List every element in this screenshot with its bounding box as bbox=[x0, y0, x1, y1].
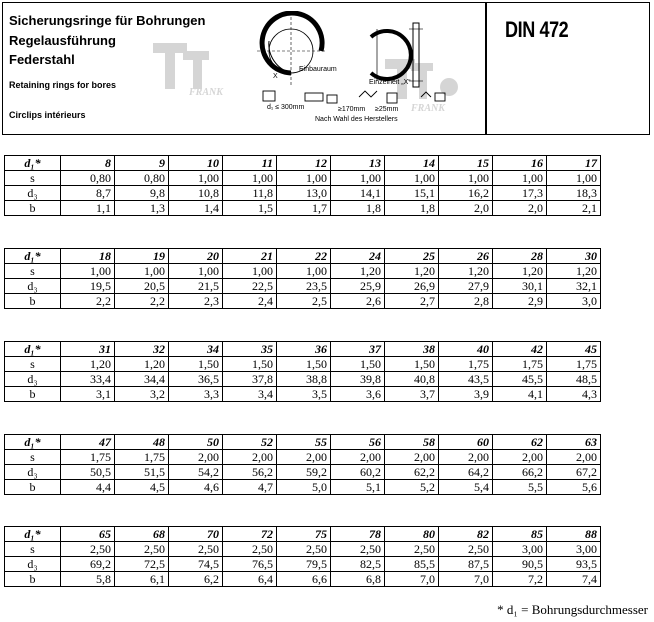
cell-s: 2,50 bbox=[223, 542, 277, 557]
cell-d1: 21 bbox=[223, 249, 277, 264]
table-row-b bbox=[5, 480, 601, 495]
cell-d3: 34,4 bbox=[115, 372, 169, 387]
row-label-s: s bbox=[5, 264, 61, 279]
cell-s: 1,75 bbox=[493, 357, 547, 372]
cell-d1: 82 bbox=[439, 527, 493, 542]
cell-b: 7,0 bbox=[385, 572, 439, 587]
cell-d3: 82,5 bbox=[331, 557, 385, 572]
row-label-d3: d₃ bbox=[5, 465, 61, 480]
cell-d1: 52 bbox=[223, 435, 277, 450]
table-row-d1 bbox=[5, 435, 601, 450]
row-label-d3: d₃ bbox=[5, 372, 61, 387]
cell-s: 1,00 bbox=[385, 171, 439, 186]
drawing-label-d300: d₁ ≤ 300mm bbox=[267, 104, 305, 111]
cell-d1: 16 bbox=[493, 156, 547, 171]
cell-d3: 69,2 bbox=[61, 557, 115, 572]
cell-d1: 62 bbox=[493, 435, 547, 450]
cell-d1: 70 bbox=[169, 527, 223, 542]
cell-s: 1,75 bbox=[61, 450, 115, 465]
cell-b: 7,4 bbox=[547, 572, 601, 587]
cell-d3: 38,8 bbox=[277, 372, 331, 387]
cell-d1: 78 bbox=[331, 527, 385, 542]
row-label-b: b bbox=[5, 387, 61, 402]
cell-s: 2,50 bbox=[61, 542, 115, 557]
cell-s: 2,00 bbox=[493, 450, 547, 465]
table-row-s bbox=[5, 264, 601, 279]
cell-d1: 14 bbox=[385, 156, 439, 171]
cell-b: 6,8 bbox=[331, 572, 385, 587]
cell-b: 1,7 bbox=[277, 201, 331, 216]
cell-d1: 12 bbox=[277, 156, 331, 171]
cell-d3: 43,5 bbox=[439, 372, 493, 387]
cell-d3: 72,5 bbox=[115, 557, 169, 572]
cell-s: 1,00 bbox=[493, 171, 547, 186]
cell-d3: 17,3 bbox=[493, 186, 547, 201]
drawing-label-hersteller: Nach Wahl des Herstellers bbox=[315, 116, 398, 123]
cell-b: 3,1 bbox=[61, 387, 115, 402]
cell-s: 2,50 bbox=[439, 542, 493, 557]
cell-b: 5,1 bbox=[331, 480, 385, 495]
title-line-3: Federstahl bbox=[9, 52, 75, 67]
cell-s: 2,50 bbox=[169, 542, 223, 557]
cell-d3: 62,2 bbox=[385, 465, 439, 480]
cell-s: 1,00 bbox=[277, 171, 331, 186]
title-line-2: Regelausführung bbox=[9, 33, 116, 48]
cell-d1: 10 bbox=[169, 156, 223, 171]
cell-d3: 9,8 bbox=[115, 186, 169, 201]
table-row-b bbox=[5, 572, 601, 587]
cell-b: 4,7 bbox=[223, 480, 277, 495]
cell-d3: 10,8 bbox=[169, 186, 223, 201]
cell-d3: 13,0 bbox=[277, 186, 331, 201]
cell-s: 1,20 bbox=[439, 264, 493, 279]
cell-d3: 50,5 bbox=[61, 465, 115, 480]
cell-d1: 50 bbox=[169, 435, 223, 450]
cell-b: 2,6 bbox=[331, 294, 385, 309]
cell-s: 1,00 bbox=[115, 264, 169, 279]
cell-b: 2,1 bbox=[547, 201, 601, 216]
cell-d1: 75 bbox=[277, 527, 331, 542]
cell-s: 3,00 bbox=[547, 542, 601, 557]
cell-b: 3,3 bbox=[169, 387, 223, 402]
cell-d1: 63 bbox=[547, 435, 601, 450]
cell-s: 1,50 bbox=[331, 357, 385, 372]
cell-d1: 20 bbox=[169, 249, 223, 264]
cell-s: 2,00 bbox=[547, 450, 601, 465]
cell-s: 1,50 bbox=[277, 357, 331, 372]
drawing-label-einbauraum: Einbauraum bbox=[299, 66, 337, 73]
cell-b: 5,6 bbox=[547, 480, 601, 495]
cell-s: 2,00 bbox=[169, 450, 223, 465]
cell-b: 1,3 bbox=[115, 201, 169, 216]
cell-d3: 60,2 bbox=[331, 465, 385, 480]
cell-b: 1,4 bbox=[169, 201, 223, 216]
cell-s: 1,20 bbox=[115, 357, 169, 372]
cell-d1: 85 bbox=[493, 527, 547, 542]
table-row-d1 bbox=[5, 249, 601, 264]
cell-d3: 87,5 bbox=[439, 557, 493, 572]
cell-b: 3,9 bbox=[439, 387, 493, 402]
table-row-d1 bbox=[5, 342, 601, 357]
cell-d3: 36,5 bbox=[169, 372, 223, 387]
cell-b: 2,3 bbox=[169, 294, 223, 309]
cell-s: 1,00 bbox=[169, 264, 223, 279]
cell-b: 4,3 bbox=[547, 387, 601, 402]
table-row-s bbox=[5, 542, 601, 557]
cell-s: 1,00 bbox=[439, 171, 493, 186]
cell-d3: 54,2 bbox=[169, 465, 223, 480]
cell-d1: 24 bbox=[331, 249, 385, 264]
cell-d1: 25 bbox=[385, 249, 439, 264]
cell-b: 2,9 bbox=[493, 294, 547, 309]
cell-s: 2,50 bbox=[115, 542, 169, 557]
cell-d3: 51,5 bbox=[115, 465, 169, 480]
cell-d3: 14,1 bbox=[331, 186, 385, 201]
cell-d3: 22,5 bbox=[223, 279, 277, 294]
cell-b: 7,0 bbox=[439, 572, 493, 587]
row-label-d3: d₃ bbox=[5, 557, 61, 572]
cell-d1: 19 bbox=[115, 249, 169, 264]
table-row-d1 bbox=[5, 156, 601, 171]
cell-s: 2,50 bbox=[385, 542, 439, 557]
cell-s: 1,20 bbox=[331, 264, 385, 279]
cell-d1: 55 bbox=[277, 435, 331, 450]
cell-d3: 30,1 bbox=[493, 279, 547, 294]
watermark-text-left: FRANK bbox=[189, 87, 223, 98]
cell-d1: 34 bbox=[169, 342, 223, 357]
table-row-d1 bbox=[5, 527, 601, 542]
row-label-b: b bbox=[5, 201, 61, 216]
cell-b: 3,2 bbox=[115, 387, 169, 402]
cell-b: 2,5 bbox=[277, 294, 331, 309]
cell-d1: 32 bbox=[115, 342, 169, 357]
cell-d1: 60 bbox=[439, 435, 493, 450]
cell-b: 5,2 bbox=[385, 480, 439, 495]
cell-d1: 30 bbox=[547, 249, 601, 264]
cell-b: 4,5 bbox=[115, 480, 169, 495]
header-box bbox=[2, 2, 650, 135]
cell-d3: 56,2 bbox=[223, 465, 277, 480]
cell-s: 1,75 bbox=[439, 357, 493, 372]
dimension-table-2 bbox=[4, 248, 601, 309]
cell-d3: 33,4 bbox=[61, 372, 115, 387]
cell-s: 1,50 bbox=[385, 357, 439, 372]
cell-d3: 93,5 bbox=[547, 557, 601, 572]
row-label-d1: d₁* bbox=[5, 527, 61, 542]
cell-d3: 15,1 bbox=[385, 186, 439, 201]
cell-d1: 42 bbox=[493, 342, 547, 357]
row-label-d3: d₃ bbox=[5, 186, 61, 201]
cell-d1: 58 bbox=[385, 435, 439, 450]
cell-d1: 28 bbox=[493, 249, 547, 264]
cell-s: 1,00 bbox=[169, 171, 223, 186]
cell-d1: 37 bbox=[331, 342, 385, 357]
cell-b: 4,4 bbox=[61, 480, 115, 495]
drawing-label-170: ≥170mm bbox=[338, 106, 366, 113]
cell-b: 3,0 bbox=[547, 294, 601, 309]
table-row-s bbox=[5, 450, 601, 465]
table-row-b bbox=[5, 201, 601, 216]
cell-s: 2,50 bbox=[277, 542, 331, 557]
row-label-s: s bbox=[5, 542, 61, 557]
cell-d1: 48 bbox=[115, 435, 169, 450]
cell-s: 1,75 bbox=[115, 450, 169, 465]
cell-b: 5,8 bbox=[61, 572, 115, 587]
cell-b: 6,6 bbox=[277, 572, 331, 587]
cell-b: 3,5 bbox=[277, 387, 331, 402]
cell-d3: 45,5 bbox=[493, 372, 547, 387]
drawing-label-x: X bbox=[273, 73, 278, 80]
cell-d3: 85,5 bbox=[385, 557, 439, 572]
cell-s: 0,80 bbox=[61, 171, 115, 186]
cell-d1: 26 bbox=[439, 249, 493, 264]
cell-d1: 56 bbox=[331, 435, 385, 450]
cell-d3: 74,5 bbox=[169, 557, 223, 572]
cell-s: 1,20 bbox=[547, 264, 601, 279]
row-label-d3: d₃ bbox=[5, 279, 61, 294]
cell-s: 2,00 bbox=[331, 450, 385, 465]
cell-s: 1,00 bbox=[223, 264, 277, 279]
cell-b: 7,2 bbox=[493, 572, 547, 587]
cell-d3: 21,5 bbox=[169, 279, 223, 294]
cell-s: 1,50 bbox=[223, 357, 277, 372]
row-label-b: b bbox=[5, 480, 61, 495]
cell-s: 1,00 bbox=[223, 171, 277, 186]
cell-s: 1,00 bbox=[61, 264, 115, 279]
row-label-d1: d₁* bbox=[5, 156, 61, 171]
row-label-d1: d₁* bbox=[5, 342, 61, 357]
cell-b: 6,4 bbox=[223, 572, 277, 587]
cell-s: 1,00 bbox=[277, 264, 331, 279]
cell-b: 6,1 bbox=[115, 572, 169, 587]
cell-s: 0,80 bbox=[115, 171, 169, 186]
cell-d1: 88 bbox=[547, 527, 601, 542]
cell-d3: 64,2 bbox=[439, 465, 493, 480]
table-row-d3 bbox=[5, 465, 601, 480]
cell-d1: 17 bbox=[547, 156, 601, 171]
cell-b: 3,4 bbox=[223, 387, 277, 402]
cell-d1: 47 bbox=[61, 435, 115, 450]
cell-b: 2,4 bbox=[223, 294, 277, 309]
cell-b: 2,7 bbox=[385, 294, 439, 309]
table-row-d3 bbox=[5, 557, 601, 572]
dimension-table-4 bbox=[4, 434, 601, 495]
header-right-panel bbox=[487, 3, 649, 134]
cell-b: 2,0 bbox=[493, 201, 547, 216]
cell-d3: 25,9 bbox=[331, 279, 385, 294]
subtitle-english: Retaining rings for bores bbox=[9, 80, 117, 90]
cell-s: 1,00 bbox=[331, 171, 385, 186]
header-left-panel bbox=[3, 3, 487, 134]
cell-b: 5,5 bbox=[493, 480, 547, 495]
watermark-text-right: FRANK bbox=[411, 103, 445, 113]
table-row-b bbox=[5, 387, 601, 402]
cell-b: 3,7 bbox=[385, 387, 439, 402]
cell-d3: 8,7 bbox=[61, 186, 115, 201]
cell-s: 1,00 bbox=[547, 171, 601, 186]
drawing-label-25: ≥25mm bbox=[375, 106, 399, 113]
cell-b: 1,1 bbox=[61, 201, 115, 216]
dimension-table-5 bbox=[4, 526, 601, 587]
cell-d3: 37,8 bbox=[223, 372, 277, 387]
cell-s: 2,00 bbox=[385, 450, 439, 465]
cell-s: 1,20 bbox=[61, 357, 115, 372]
cell-b: 3,6 bbox=[331, 387, 385, 402]
cell-d1: 40 bbox=[439, 342, 493, 357]
row-label-d1: d₁* bbox=[5, 249, 61, 264]
row-label-d1: d₁* bbox=[5, 435, 61, 450]
cell-d1: 65 bbox=[61, 527, 115, 542]
table-row-s bbox=[5, 357, 601, 372]
row-label-s: s bbox=[5, 450, 61, 465]
cell-d3: 19,5 bbox=[61, 279, 115, 294]
cell-d1: 8 bbox=[61, 156, 115, 171]
title-line-1: Sicherungsringe für Bohrungen bbox=[9, 13, 206, 28]
row-label-b: b bbox=[5, 572, 61, 587]
cell-s: 2,00 bbox=[223, 450, 277, 465]
cell-b: 2,2 bbox=[115, 294, 169, 309]
cell-d1: 45 bbox=[547, 342, 601, 357]
cell-b: 1,8 bbox=[385, 201, 439, 216]
cell-d3: 20,5 bbox=[115, 279, 169, 294]
cell-s: 1,20 bbox=[385, 264, 439, 279]
cell-d3: 39,8 bbox=[331, 372, 385, 387]
cell-s: 2,00 bbox=[277, 450, 331, 465]
table-row-d3 bbox=[5, 279, 601, 294]
cell-b: 4,1 bbox=[493, 387, 547, 402]
standard-label: DIN 472 bbox=[505, 17, 569, 42]
cell-s: 1,20 bbox=[493, 264, 547, 279]
cell-d1: 35 bbox=[223, 342, 277, 357]
row-label-b: b bbox=[5, 294, 61, 309]
cell-d3: 90,5 bbox=[493, 557, 547, 572]
cell-b: 1,5 bbox=[223, 201, 277, 216]
cell-d3: 48,5 bbox=[547, 372, 601, 387]
table-row-d3 bbox=[5, 186, 601, 201]
drawing-label-einzelheit: Einzelheit „X“ bbox=[369, 79, 411, 86]
cell-d3: 27,9 bbox=[439, 279, 493, 294]
cell-s: 3,00 bbox=[493, 542, 547, 557]
cell-d1: 36 bbox=[277, 342, 331, 357]
cell-d3: 59,2 bbox=[277, 465, 331, 480]
cell-b: 6,2 bbox=[169, 572, 223, 587]
cell-d3: 79,5 bbox=[277, 557, 331, 572]
cell-d3: 67,2 bbox=[547, 465, 601, 480]
cell-b: 1,8 bbox=[331, 201, 385, 216]
cell-d1: 22 bbox=[277, 249, 331, 264]
subtitle-french: Circlips intérieurs bbox=[9, 110, 86, 120]
cell-d1: 15 bbox=[439, 156, 493, 171]
dimension-table-3 bbox=[4, 341, 601, 402]
dimension-table-1 bbox=[4, 155, 601, 216]
cell-d3: 32,1 bbox=[547, 279, 601, 294]
cell-d3: 40,8 bbox=[385, 372, 439, 387]
cell-d3: 11,8 bbox=[223, 186, 277, 201]
table-row-s bbox=[5, 171, 601, 186]
cell-d3: 18,3 bbox=[547, 186, 601, 201]
cell-b: 4,6 bbox=[169, 480, 223, 495]
cell-d1: 72 bbox=[223, 527, 277, 542]
row-label-s: s bbox=[5, 171, 61, 186]
cell-d3: 23,5 bbox=[277, 279, 331, 294]
cell-b: 2,8 bbox=[439, 294, 493, 309]
table-row-d3 bbox=[5, 372, 601, 387]
cell-s: 2,00 bbox=[439, 450, 493, 465]
cell-d1: 38 bbox=[385, 342, 439, 357]
cell-d3: 66,2 bbox=[493, 465, 547, 480]
row-label-s: s bbox=[5, 357, 61, 372]
cell-d1: 18 bbox=[61, 249, 115, 264]
cell-b: 5,0 bbox=[277, 480, 331, 495]
cell-b: 5,4 bbox=[439, 480, 493, 495]
cell-d1: 31 bbox=[61, 342, 115, 357]
footnote: * d₁ = Bohrungsdurchmesser bbox=[497, 602, 648, 617]
cell-s: 2,50 bbox=[331, 542, 385, 557]
cell-d3: 26,9 bbox=[385, 279, 439, 294]
cell-d3: 76,5 bbox=[223, 557, 277, 572]
cell-b: 2,0 bbox=[439, 201, 493, 216]
table-row-b bbox=[5, 294, 601, 309]
cell-d1: 68 bbox=[115, 527, 169, 542]
cell-d1: 13 bbox=[331, 156, 385, 171]
cell-d1: 80 bbox=[385, 527, 439, 542]
cell-d1: 11 bbox=[223, 156, 277, 171]
cell-s: 1,50 bbox=[169, 357, 223, 372]
cell-s: 1,75 bbox=[547, 357, 601, 372]
cell-b: 2,2 bbox=[61, 294, 115, 309]
cell-d3: 16,2 bbox=[439, 186, 493, 201]
cell-d1: 9 bbox=[115, 156, 169, 171]
